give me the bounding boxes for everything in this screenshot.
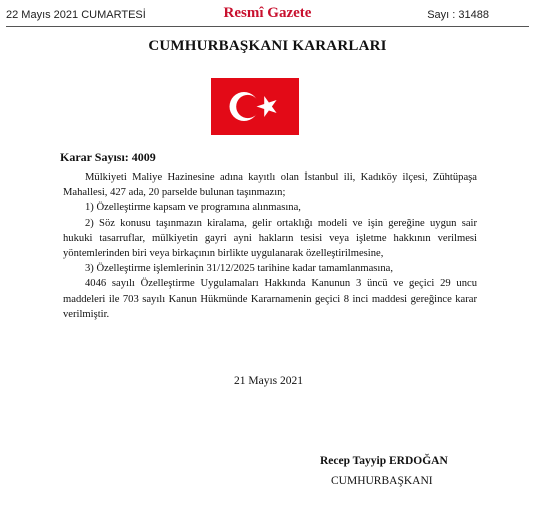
decree-number: Karar Sayısı: 4009 [60, 150, 156, 164]
paragraph-intro: Mülkiyeti Maliye Hazinesine adına kayıtlı olan İstanbul ili, Kadıköy ilçesi, Zühtüpaşa Mahallesi, 427 ada, 20 parselde bulunan taşınmazın; [63, 172, 477, 199]
signer-title: CUMHURBAŞKANI [331, 475, 433, 487]
decree-date: 21 Mayıs 2021 [234, 375, 303, 387]
decree-body [63, 170, 477, 322]
paragraph-item-3: 3) Özelleştirme işlemlerinin 31/12/2025 tarihine kadar tamamlanmasına, [85, 263, 394, 275]
turkish-flag-icon [211, 78, 299, 135]
paragraph-item-2: 2) Söz konusu taşınmazın kiralama, gelir ortaklığı modeli ve işin gereğine uygun sair hukuki tasarruflar, mülkiyetin gayri ayni hakların tesisi veya işletme hakkının verilmesi yöntemlerinden biri veya birkaçının birlikte uygulanarak özelleştirilmesine, [63, 217, 477, 260]
flag-crescent-inner [236, 95, 259, 118]
paragraph-item-1: 1) Özelleştirme kapsam ve programına alınmasına, [85, 202, 301, 214]
signer-name: Recep Tayyip ERDOĞAN [320, 455, 448, 467]
gazette-date: 22 Mayıs 2021 CUMARTESİ [6, 9, 146, 21]
gazette-issue-number: Sayı : 31488 [427, 9, 489, 21]
paragraph-legal-basis: 4046 sayılı Özelleştirme Uygulamaları Hakkında Kanunun 3 üncü ve geçici 29 uncu maddeleri ile 703 sayılı Kanun Hükmünde Kararnamenin geçici 8 inci maddesi gereğince karar verilmiştir. [63, 278, 477, 320]
gazette-title: Resmî Gazete [223, 5, 312, 21]
section-title: CUMHURBAŞKANI KARARLARI [148, 38, 387, 54]
header-divider [6, 26, 529, 27]
